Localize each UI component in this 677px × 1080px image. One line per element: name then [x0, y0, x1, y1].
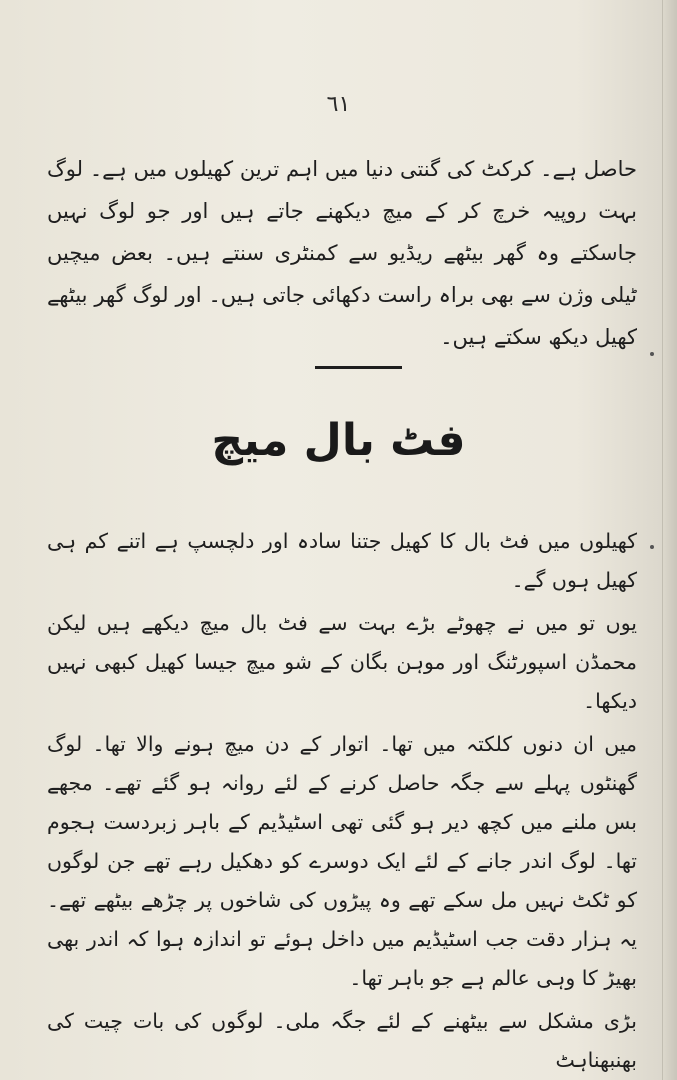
intro-paragraph: حاصل ہے۔ کرکٹ کی گنتی دنیا میں اہم ترین کھیلوں میں ہے۔ لوگ بہت روپیہ خرچ کر کے میچ دیکھنے جاتے ہیں اور جو لوگ نہیں جاسکتے وہ گھر بیٹھے ریڈیو سے کمنٹری سنتے ہیں۔ بعض میچیں ٹیلی وژن سے بھی براہ راست دکھائی جاتی ہیں۔ اور لوگ گھر بیٹھے کھیل دیکھ سکتے ہیں۔ — [47, 157, 637, 349]
margin-mark — [650, 545, 654, 549]
page-edge — [662, 0, 677, 1080]
body-paragraph: کھیلوں میں فٹ بال کا کھیل جتنا سادہ اور دلچسپ ہے اتنے کم ہی کھیل ہوں گے۔ — [47, 529, 637, 592]
body-paragraph: بڑی مشکل سے بیٹھنے کے لئے جگہ ملی۔ لوگوں کی بات چیت کی بھنبھناہٹ — [47, 1009, 637, 1072]
page-number: ٦١ — [326, 92, 351, 117]
body-paragraph: میں ان دنوں کلکتہ میں تھا۔ اتوار کے دن میچ ہونے والا تھا۔ لوگ گھنٹوں پہلے سے جگہ حاصل کرنے کے لئے روانہ ہو گئے تھے۔ مجھے بس ملنے میں کچھ دیر ہو گئی تھی اسٹیڈیم کے باہر زبردست ہجوم تھا۔ لوگ اندر جانے کے لئے ایک دوسرے کو دھکیل رہے تھے جن لوگوں کو ٹکٹ نہیں مل سکے تھے وہ پیڑوں کی شاخوں پر چڑھے بیٹھے تھے۔ یہ ہزار دقت جب اسٹیڈیم میں داخل ہوئے تو اندازہ ہوا کہ اندر بھی بھیڑ کا وہی عالم ہے جو باہر تھا۔ — [47, 732, 637, 990]
margin-mark — [650, 352, 654, 356]
section-heading: فٹ بال میچ — [211, 415, 466, 466]
section-divider — [315, 366, 402, 369]
body-paragraph: یوں تو میں نے چھوٹے بڑے بہت سے فٹ بال میچ دیکھے ہیں لیکن محمڈن اسپورٹنگ اور موہن بگان کے شو میچ جیسا کھیل کبھی نہیں دیکھا۔ — [47, 611, 637, 713]
section-body — [47, 522, 637, 1080]
